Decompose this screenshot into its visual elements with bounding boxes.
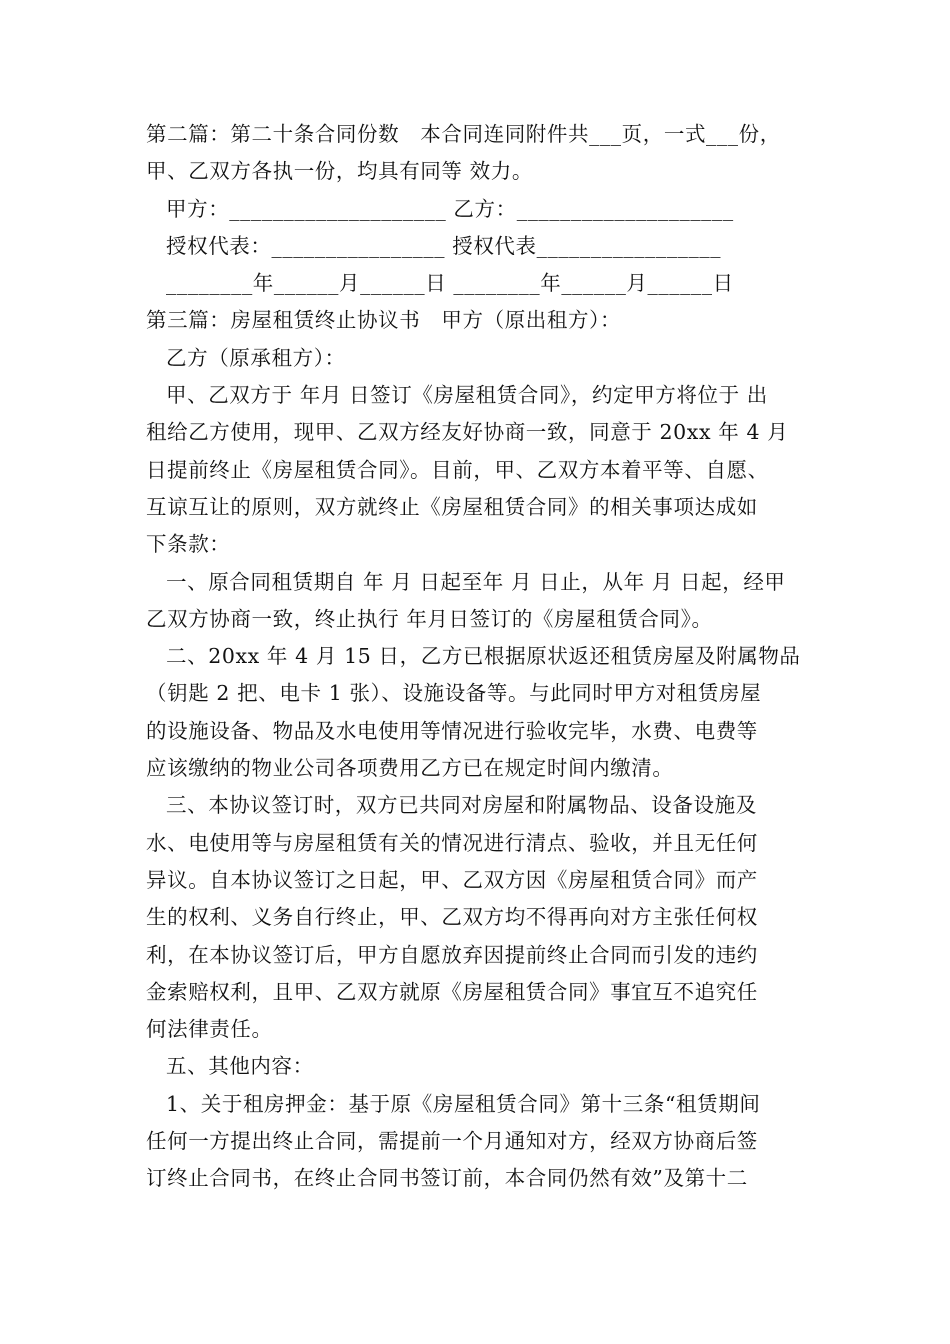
text-line: 应该缴纳的物业公司各项费用乙方已在规定时间内缴清。 (146, 756, 674, 781)
text-line: ________年______月______日 ________年______月______日 (166, 271, 734, 296)
text-line: 授权代表：________________ 授权代表_________________ (166, 233, 722, 258)
text-line: 乙方（原承租方）： (166, 345, 346, 370)
text-line: 异议。自本协议签订之日起，甲、乙双方因《房屋租赁合同》而产 (146, 867, 758, 892)
text-line: 日提前终止《房屋租赁合同》。目前，甲、乙双方本着平等、自愿、 (146, 457, 769, 482)
text-line: 租给乙方使用，现甲、乙双方经友好协商一致，同意于 20xx 年 4 月 (146, 420, 789, 445)
text-line: 三、本协议签订时，双方已共同对房屋和附属物品、设备设施及 (166, 793, 757, 818)
text-line: 一、原合同租赁期自 年 月 日起至年 月 日止，从年 月 日起，经甲 (166, 569, 786, 594)
text-line: 任何一方提出终止合同，需提前一个月通知对方，经双方协商后签 (146, 1129, 758, 1154)
text-line: 何法律责任。 (146, 1017, 273, 1042)
text-line: （钥匙 2 把、电卡 1 张）、设施设备等。与此同时甲方对租赁房屋 (146, 681, 762, 706)
text-line: 第三篇：房屋租赁终止协议书 甲方（原出租方）： (146, 308, 622, 333)
text-line: 的设施设备、物品及水电使用等情况进行验收完毕，水费、电费等 (146, 718, 758, 743)
document-body (146, 116, 826, 1198)
text-line: 1、关于租房押金：基于原《房屋租赁合同》第十三条“租赁期间 (166, 1091, 761, 1116)
text-line: 订终止合同书，在终止合同书签订前，本合同仍然有效”及第十二 (146, 1166, 748, 1191)
text-line: 五、其他内容： (166, 1054, 314, 1079)
text-line: 甲、乙双方于 年月 日签订《房屋租赁合同》，约定甲方将位于 出 (166, 383, 768, 408)
text-line: 甲、乙双方各执一份，均具有同等 效力。 (146, 159, 533, 184)
text-line: 水、电使用等与房屋租赁有关的情况进行清点、验收，并且无任何 (146, 830, 758, 855)
text-line: 乙双方协商一致，终止执行 年月日签订的《房屋租赁合同》。 (146, 606, 713, 631)
text-line: 下条款： (146, 532, 231, 557)
text-line: 金索赔权利，且甲、乙双方就原《房屋租赁合同》事宜互不追究任 (146, 979, 758, 1004)
text-line: 生的权利、义务自行终止，甲、乙双方均不得再向对方主张任何权 (146, 905, 758, 930)
text-line: 第二篇：第二十条合同份数 本合同连同附件共___页，一式___份， (146, 122, 781, 146)
text-line: 互谅互让的原则，双方就终止《房屋租赁合同》的相关事项达成如 (146, 494, 758, 519)
text-line: 二、20xx 年 4 月 15 日，乙方已根据原状返还租赁房屋及附属物品 (166, 644, 801, 669)
text-line: 利，在本协议签订后，甲方自愿放弃因提前终止合同而引发的违约 (146, 942, 758, 967)
text-line: 甲方：____________________ 乙方：____________________ (166, 196, 734, 221)
